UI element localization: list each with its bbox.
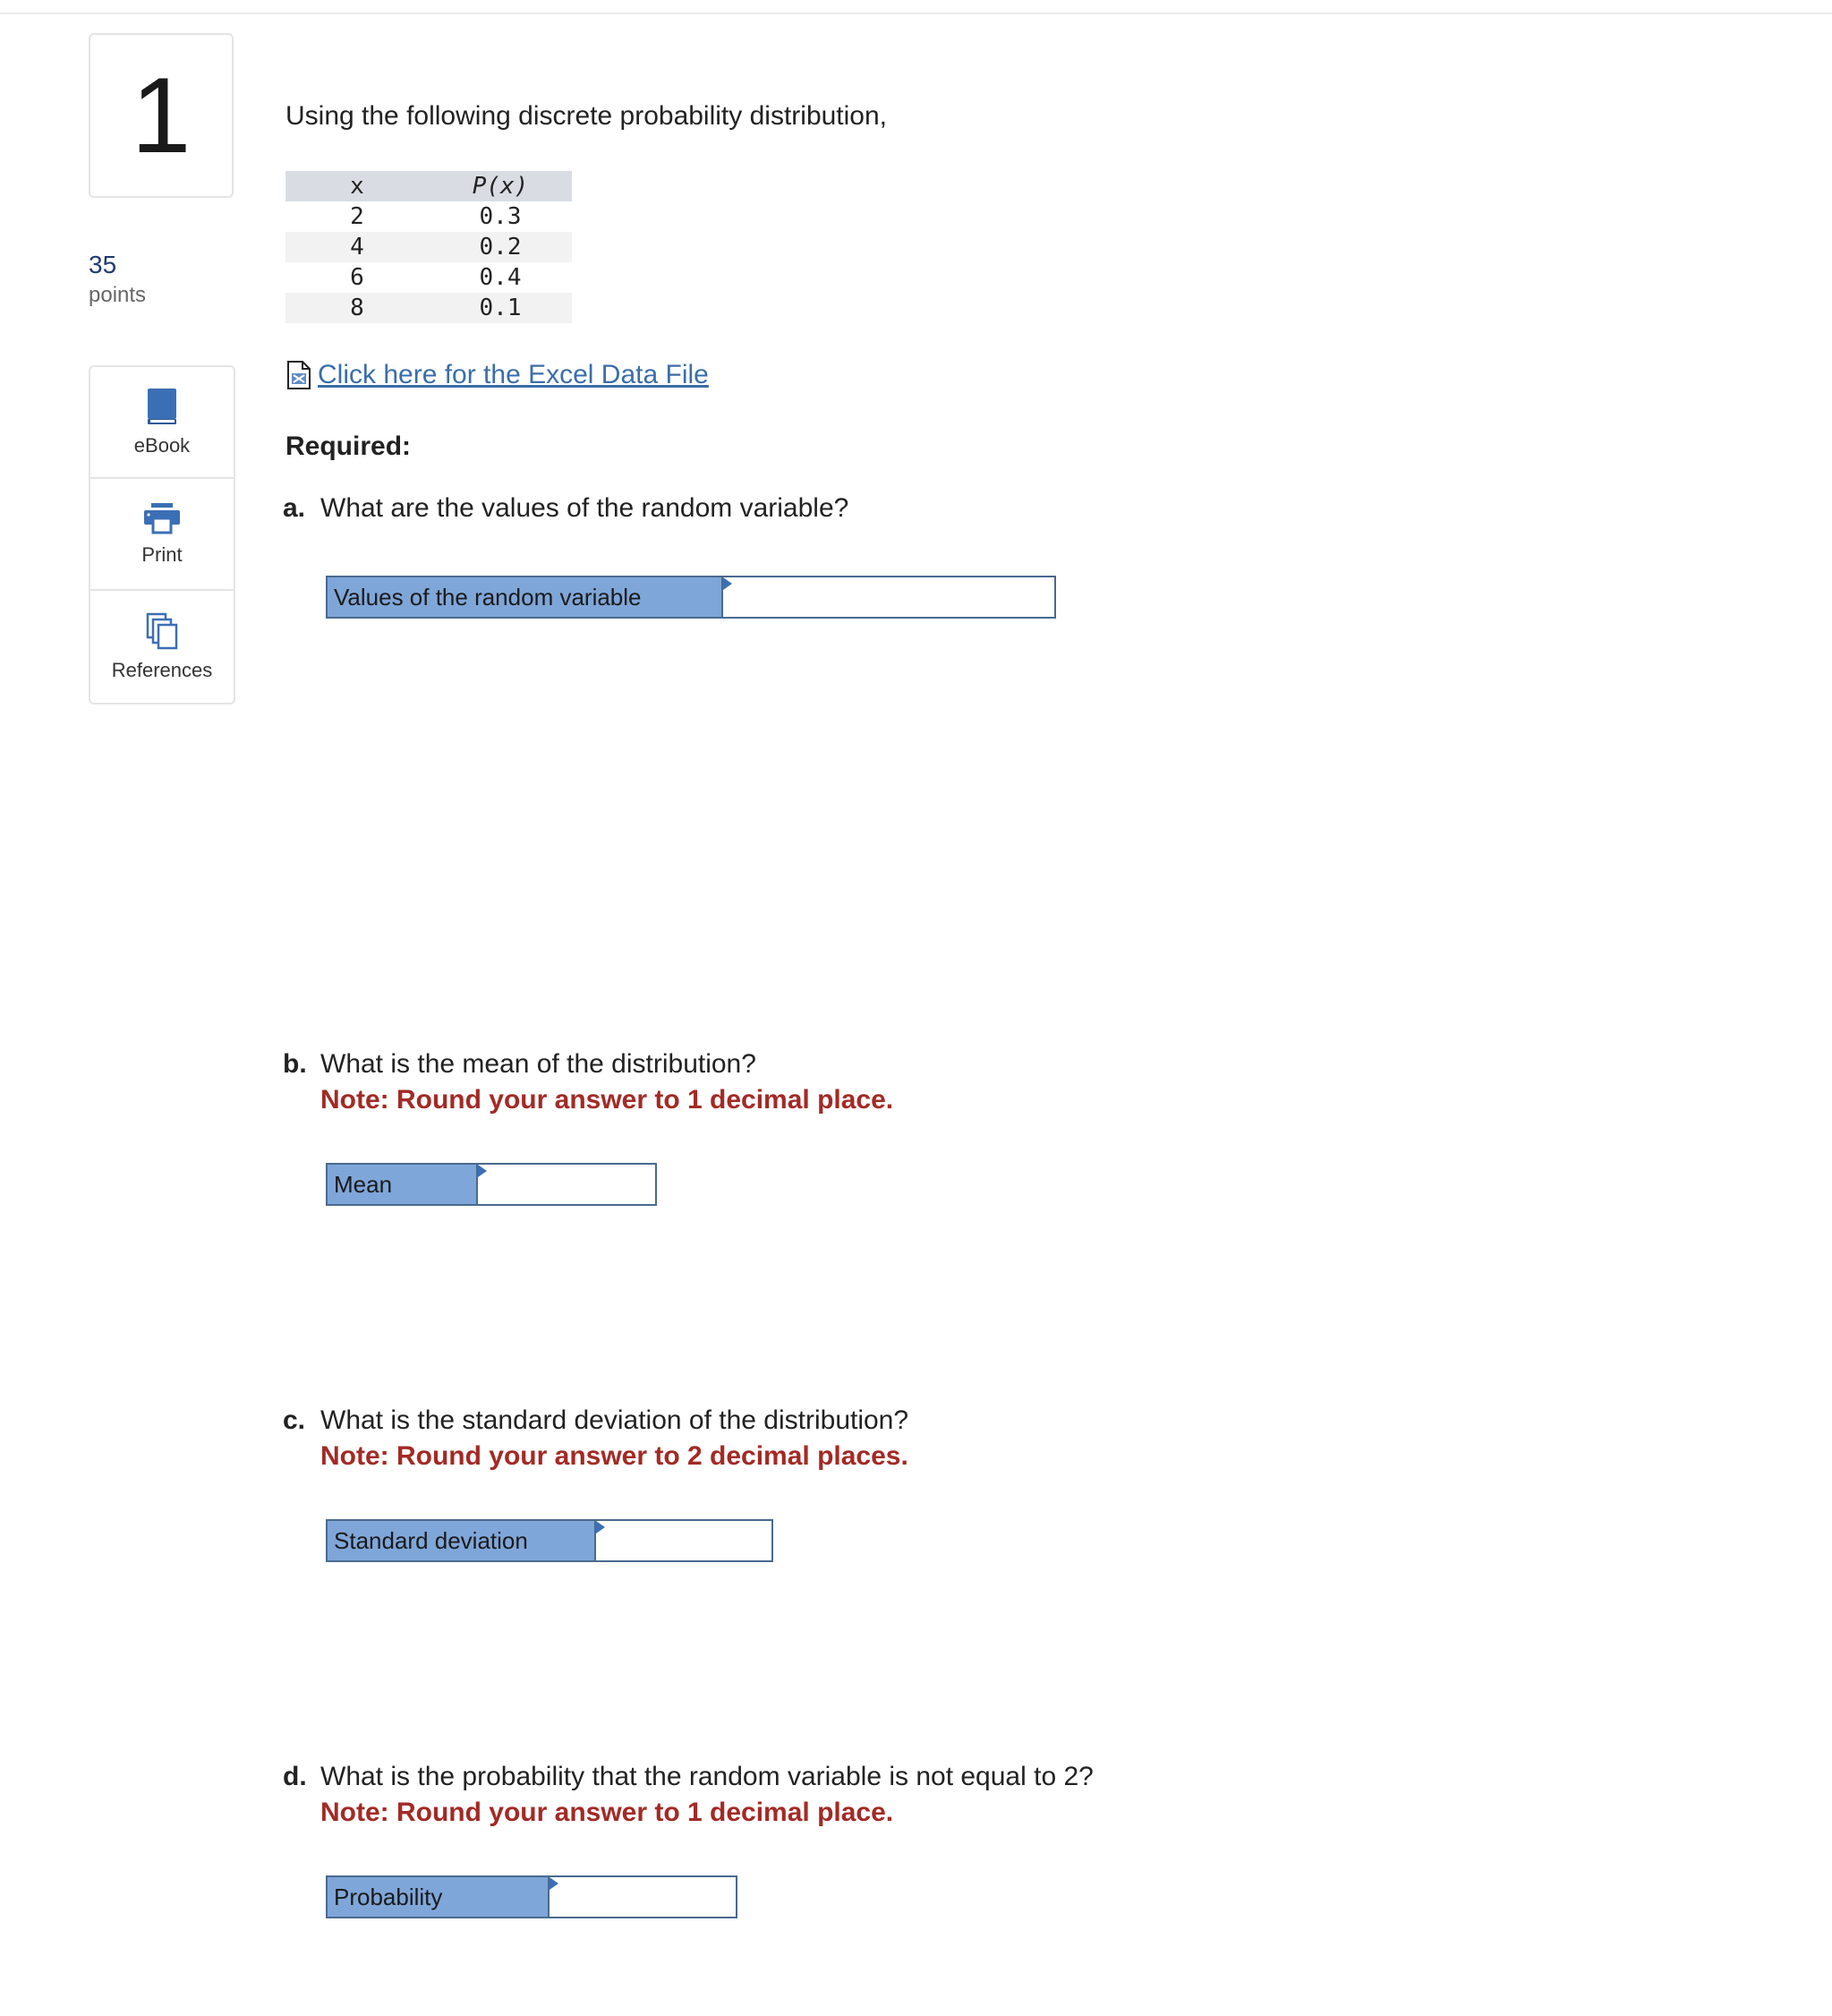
header-px: P(x) — [429, 171, 572, 201]
answer-label-b: Mean — [328, 1165, 478, 1204]
part-d-letter: d. — [283, 1762, 307, 1791]
mean-input[interactable] — [478, 1165, 655, 1204]
cell-px: 0.2 — [429, 232, 572, 262]
part-b — [283, 1049, 893, 1115]
values-input[interactable] — [723, 577, 1054, 617]
cell-px: 0.3 — [479, 203, 522, 230]
part-c-letter: c. — [283, 1405, 306, 1435]
question-number: 1 — [89, 33, 234, 198]
answer-label-c: Standard deviation — [328, 1521, 596, 1560]
answer-field-d-wrap — [550, 1877, 736, 1917]
table-row — [285, 262, 572, 293]
answer-label-d: Probability — [328, 1877, 550, 1917]
answer-field-a-wrap — [723, 577, 1054, 617]
print-button[interactable] — [90, 479, 234, 591]
print-label: Print — [141, 542, 183, 566]
answer-row-a — [326, 576, 1056, 619]
table-header-row — [285, 171, 572, 201]
answer-row-b — [326, 1163, 657, 1206]
ebook-label: eBook — [133, 433, 191, 457]
book-icon — [146, 388, 178, 425]
answer-row-c — [326, 1519, 773, 1562]
cell-x: 6 — [350, 264, 364, 291]
answer-field-b-wrap — [478, 1165, 655, 1204]
answer-label-a: Values of the random variable — [328, 577, 723, 617]
answer-field-c-wrap — [596, 1521, 771, 1560]
probability-input[interactable] — [550, 1877, 736, 1917]
part-a-question: What are the values of the random variable? — [320, 493, 849, 523]
tools-panel — [89, 365, 235, 705]
cell-x: 2 — [350, 203, 364, 230]
cell-x: 4 — [285, 232, 429, 262]
references-label: References — [111, 658, 213, 681]
table-row — [285, 232, 572, 262]
part-d — [283, 1762, 1094, 1828]
points-label: points — [89, 283, 147, 307]
part-d-note: Note: Round your answer to 1 decimal place. — [320, 1798, 894, 1827]
part-b-note: Note: Round your answer to 1 decimal place. — [320, 1085, 894, 1115]
points-value: 35 — [89, 251, 117, 278]
cell-x: 8 — [285, 293, 429, 323]
part-b-question: What is the mean of the distribution? — [320, 1049, 756, 1079]
top-divider — [0, 13, 1832, 14]
part-b-letter: b. — [283, 1049, 307, 1079]
excel-link-row — [285, 360, 709, 390]
header-x: x — [285, 171, 429, 201]
distribution-table — [285, 171, 572, 323]
ebook-button[interactable] — [90, 367, 234, 479]
part-a — [283, 493, 848, 524]
references-button[interactable] — [90, 591, 234, 703]
part-c-note: Note: Round your answer to 2 decimal places. — [320, 1441, 908, 1471]
excel-data-file-link[interactable]: Click here for the Excel Data File — [318, 360, 709, 389]
part-d-question: What is the probability that the random variable is not equal to 2? — [320, 1762, 1094, 1791]
cell-px: 0.1 — [429, 293, 572, 323]
printer-icon — [143, 502, 181, 534]
table-row — [285, 293, 572, 323]
answer-row-d — [326, 1875, 737, 1918]
part-c — [283, 1405, 908, 1472]
part-c-question: What is the standard deviation of the distribution? — [320, 1405, 909, 1435]
part-a-letter: a. — [283, 493, 306, 523]
copy-pages-icon — [146, 612, 178, 650]
table-row — [285, 201, 572, 232]
question-intro: Using the following discrete probability distribution, — [285, 101, 888, 131]
cell-px: 0.4 — [479, 264, 522, 291]
excel-file-icon — [285, 361, 312, 389]
required-heading: Required: — [285, 431, 412, 461]
standard-deviation-input[interactable] — [596, 1521, 771, 1560]
